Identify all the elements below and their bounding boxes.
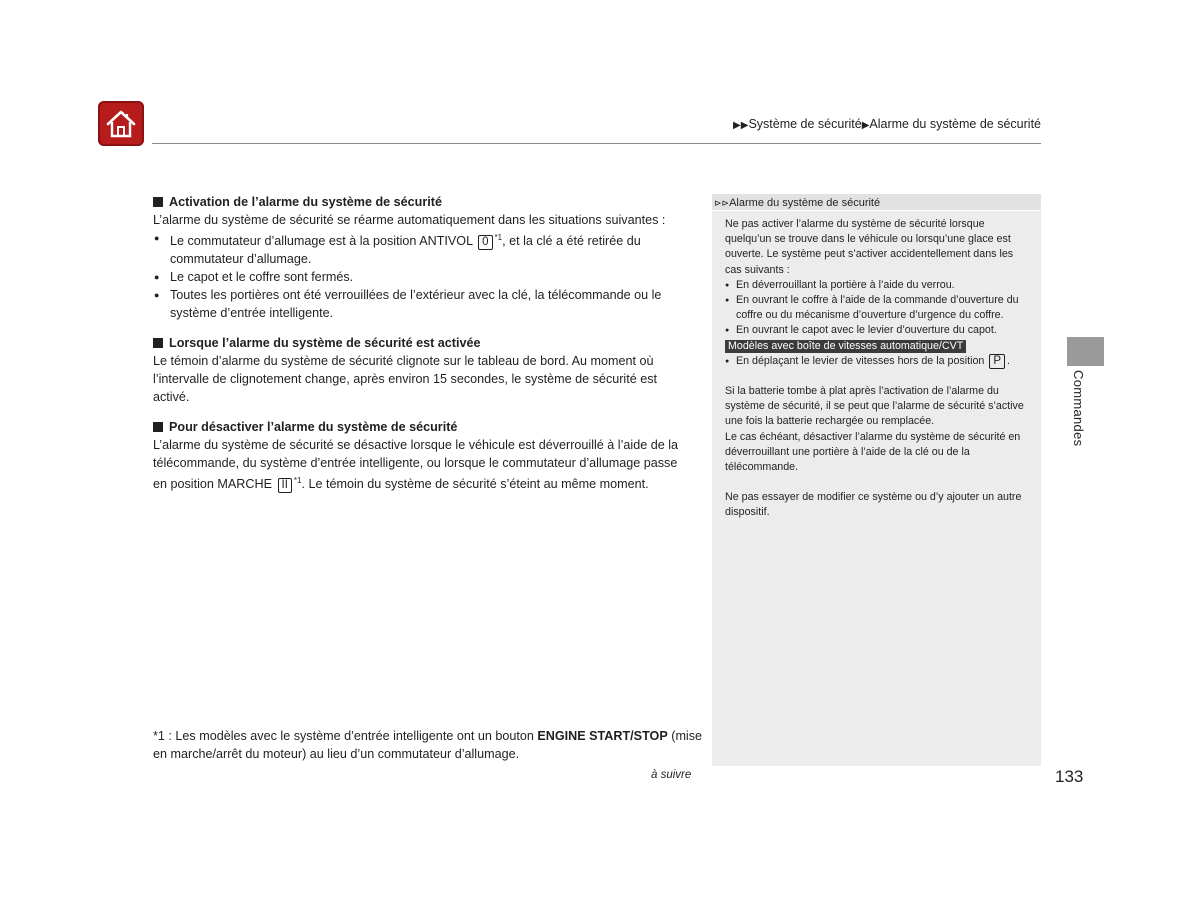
breadcrumb-item[interactable]: Alarme du système de sécurité	[869, 117, 1041, 131]
square-bullet-icon	[153, 422, 163, 432]
page-number: 133	[1055, 767, 1084, 786]
header-divider	[152, 143, 1041, 144]
list-item: ● Toutes les portières ont été verrouillées de l’extérieur avec la clé, la télécommande ou le système d’entrée intelligente.	[153, 286, 693, 322]
text: En déplaçant le levier de vitesses hors de la position	[736, 354, 985, 367]
text: *1 : Les modèles avec le système d’entrée intelligente ont un bouton	[153, 729, 538, 743]
sidebar-paragraph: Ne pas activer l’alarme du système de sécurité lorsque quelqu’un se trouve dans le véhicule ou lorsqu’une glace est ouverte. Le système peut s’activer accidentellement dans les cas suivants :	[725, 218, 1014, 276]
square-bullet-icon	[153, 197, 163, 207]
list-item: ● En ouvrant le capot avec le levier d’ouverture du capot.	[725, 323, 1029, 338]
list-item: ● Le capot et le coffre sont fermés.	[153, 268, 693, 286]
footnote-ref: *1	[494, 233, 503, 242]
list-item	[153, 229, 693, 268]
chapter-tab[interactable]	[1067, 337, 1104, 366]
sidebar-title-text[interactable]: Alarme du système de sécurité	[729, 197, 881, 209]
section-deactivate	[153, 418, 693, 493]
section-title	[153, 418, 693, 436]
text: .	[1007, 354, 1010, 367]
footnote	[153, 727, 713, 763]
breadcrumb-item[interactable]: Système de sécurité	[748, 117, 862, 131]
bullet-list	[153, 229, 693, 322]
spacer	[725, 475, 1029, 490]
spacer	[725, 369, 1029, 384]
home-icon	[104, 108, 138, 140]
footnote-ref: *1	[293, 476, 302, 486]
key-symbol: P	[989, 354, 1005, 369]
list-item: ● En ouvrant le coffre à l’aide de la commande d’ouverture du coffre ou du mécanisme d’ouverture d’urgence du coffre.	[725, 293, 1029, 323]
section-activated	[153, 334, 693, 406]
text: (mise en marche/arrêt du moteur) au lieu d’un commutateur d’allumage.	[153, 729, 703, 761]
text: Le commutateur d’allumage est à la position ANTIVOL	[170, 234, 473, 249]
section-body: Le témoin d’alarme du système de sécurité clignote sur le tableau de bord. Au moment où l’intervalle de clignotement change, après environ 15 secondes, le système de sécurité est activé.	[153, 354, 658, 405]
text: . Le témoin du système de sécurité s’éteint au même moment.	[301, 477, 649, 492]
section-title-text: Lorsque l’alarme du système de sécurité est activée	[169, 336, 481, 351]
section-title	[153, 193, 693, 211]
breadcrumb	[733, 117, 1041, 131]
arrow-right-icon: ▶▶	[733, 120, 749, 131]
sidebar-body	[712, 211, 1041, 521]
square-bullet-icon	[153, 338, 163, 348]
home-button[interactable]	[98, 101, 144, 146]
section-intro: L’alarme du système de sécurité se réarme automatiquement dans les situations suivantes :	[153, 213, 666, 227]
section-title-text: Activation de l’alarme du système de sécurité	[169, 195, 442, 209]
chapter-tab-label[interactable]: Commandes	[1071, 370, 1086, 447]
sidebar-paragraph: Ne pas essayer de modifier ce système ou d’y ajouter un autre dispositif.	[725, 491, 1022, 519]
key-symbol: II	[278, 478, 292, 493]
sidebar-paragraph: Si la batterie tombe à plat après l’activation de l’alarme du système de sécurité, il se peut que l’alarme de sécurité s’active une fois la batterie rechargée ou remplacée.	[725, 385, 1024, 428]
main-content	[153, 193, 693, 505]
section-title	[153, 334, 693, 352]
reference-icon: ⊳⊳	[714, 198, 730, 208]
text: L’alarme du système de sécurité se désactive lorsque le véhicule est déverrouillé à l’aide de la télécommande, du système d’entrée intelligente, ou lorsque le commutateur d’allumage passe en position MARCHE	[153, 438, 679, 492]
sidebar-title	[712, 194, 1041, 211]
sidebar-notes	[712, 194, 1041, 766]
list-item: ● En déverrouillant la portière à l’aide du verrou.	[725, 278, 1029, 293]
section-activation	[153, 193, 693, 322]
list-item	[725, 354, 1029, 369]
sidebar-paragraph: Le cas échéant, désactiver l’alarme du système de sécurité en déverrouillant une portière à l’aide de la clé ou de la télécommande.	[725, 430, 1021, 474]
section-title-text: Pour désactiver l’alarme du système de sécurité	[169, 420, 458, 435]
continued-label: à suivre	[651, 769, 692, 781]
key-symbol: 0	[478, 235, 492, 250]
text: , et la clé a été retirée du commutateur d’allumage.	[170, 234, 641, 267]
arrow-right-icon: ▶	[861, 120, 870, 131]
model-badge: Modèles avec boîte de vitesses automatique/CVT	[725, 340, 966, 353]
text-bold: ENGINE START/STOP	[537, 729, 668, 743]
section-body	[153, 436, 693, 493]
sidebar-bullets	[725, 278, 1029, 339]
sidebar-bullets	[725, 354, 1029, 369]
